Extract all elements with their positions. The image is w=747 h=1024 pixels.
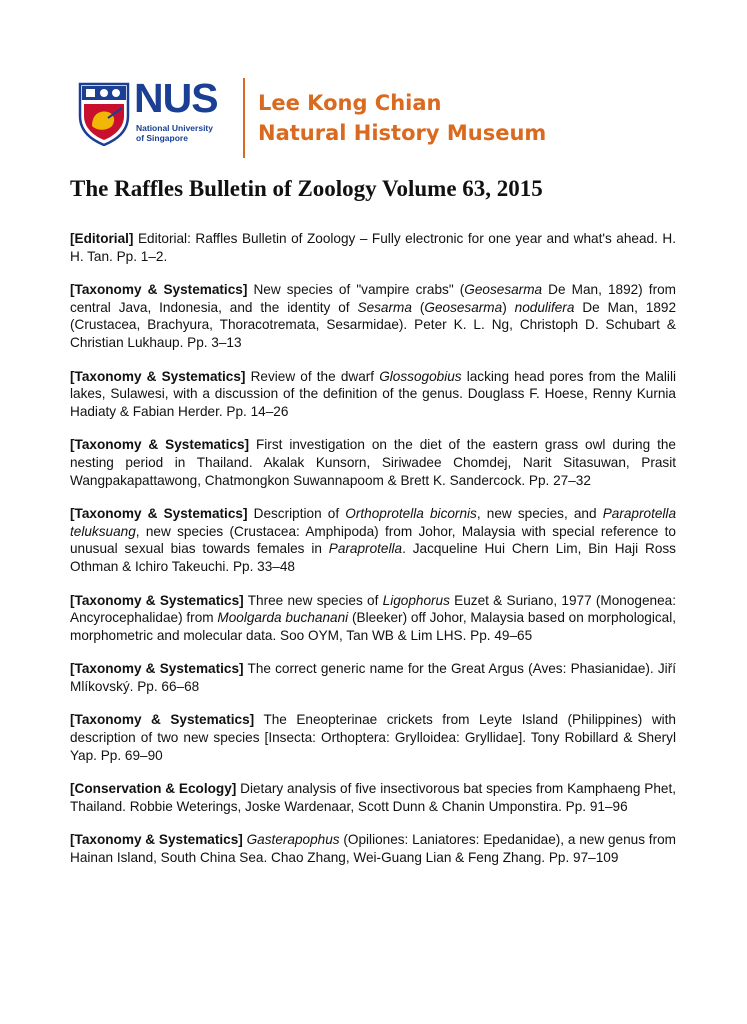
article-entry — [70, 230, 676, 265]
taxon-name: Ligophorus — [382, 592, 450, 608]
article-text: Euzet & Suriano, 1977 (Monogenea: Ancyrocephalidae) from — [70, 592, 677, 626]
page-title: The Raffles Bulletin of Zoology Volume 63, 2015 — [70, 176, 543, 201]
article-text: . Jacqueline Hui Chern Lim, Bin Haji Ross Othman & Ichiro Takeuchi. Pp. 33–48 — [70, 541, 676, 574]
article-text: , new species (Crustacea: Amphipoda) from Johor, Malaysia with special reference to unusual sexual bias towards females in — [70, 523, 676, 557]
article-entry — [70, 711, 676, 764]
article-text: ( — [411, 299, 425, 315]
article-entry — [70, 281, 676, 351]
article-entry — [70, 368, 676, 421]
article-category: [Taxonomy & Systematics] — [70, 437, 250, 453]
logo-divider — [243, 78, 245, 158]
article-category: [Taxonomy & Systematics] — [70, 712, 255, 728]
article-category: [Editorial] — [70, 231, 134, 246]
article-text: De Man, 1892) from central Java, Indonesia, and the identity of — [70, 282, 676, 315]
taxon-name: nodulifera — [514, 299, 575, 315]
taxon-name: Geosesarma — [464, 282, 543, 298]
article-text: First investigation on the diet of the eastern grass owl during the nesting period in Thailand. Akalak Kunsorn, Siriwadee Chomdej, Narit Sitasuwan, Prasit Wangpakapattawong, Chatmongkon Suwannapoom & Brett K. Sandercock. Pp. 27–32 — [70, 437, 676, 488]
article-text: (Bleeker) off Johor, Malaysia based on morphological, morphometric and molecular data. Soo OYM, Tan WB & Lim LHS. Pp. 49–65 — [70, 610, 677, 643]
taxon-name: Orthoprotella bicornis — [345, 506, 477, 522]
museum-name-line2: Natural History Museum — [258, 121, 547, 145]
article-text: ) — [502, 299, 515, 315]
taxon-name: Glossogobius — [379, 368, 462, 384]
museum-name — [258, 88, 546, 148]
article-list — [70, 230, 676, 883]
taxon-name: Sesarma — [357, 299, 412, 315]
nus-logo-text: NUS — [134, 75, 218, 121]
nus-subtitle-line2: of Singapore — [136, 133, 188, 143]
article-category: [Taxonomy & Systematics] — [70, 282, 248, 298]
article-entry — [70, 780, 676, 815]
article-text: lacking head pores from the Malili lakes, Sulawesi, with a discussion of the definition of the genus. Douglass F. Hoese, Renny Kurnia Hadiaty & Fabian Herder. Pp. 14–26 — [70, 368, 676, 419]
article-entry — [70, 660, 676, 695]
taxon-name: Paraprotella teluksuang — [70, 506, 677, 539]
taxon-name: Moolgarda buchanani — [217, 610, 349, 626]
taxon-name: Gasterapophus — [246, 832, 340, 848]
museum-name-line1: Lee Kong Chian — [258, 91, 442, 115]
article-text: Three new species of — [243, 592, 383, 608]
article-text: De Man, 1892 (Crustacea, Brachyura, Thoracotremata, Sesarmidae). Peter K. L. Ng, Christoph D. Schubart & Christian Lukhaup. Pp. 3–13 — [70, 299, 677, 350]
article-text: Review of the dwarf — [245, 368, 380, 384]
taxon-name: Geosesarma — [424, 299, 503, 315]
article-text: New species of "vampire crabs" ( — [247, 282, 465, 298]
article-category: [Taxonomy & Systematics] — [70, 592, 244, 608]
article-category: [Taxonomy & Systematics] — [70, 832, 243, 848]
article-text: The Eneopterinae crickets from Leyte Island (Philippines) with description of two new species [Insecta: Orthoptera: Grylloidea: Gryllidae]. Tony Robillard & Sheryl Yap. Pp. 69–90 — [70, 712, 676, 763]
nus-shield-logo — [78, 82, 130, 146]
article-text: The correct generic name for the Great Argus (Aves: Phasianidae). Jiří Mlíkovský. Pp. 66–68 — [70, 661, 677, 694]
header — [78, 75, 678, 160]
article-text: Dietary analysis of five insectivorous bat species from Kamphaeng Phet, Thailand. Robbie Weterings, Joske Wardenaar, Scott Dunn & Chanin Umponstira. Pp. 91–96 — [70, 781, 676, 814]
article-entry — [70, 505, 676, 575]
article-entry — [70, 831, 676, 866]
taxon-name: Paraprotella — [328, 541, 403, 557]
article-text: Editorial: Raffles Bulletin of Zoology – Fully electronic for one year and what's ahead. H. H. Tan. Pp. 1–2. — [70, 231, 676, 264]
article-text: Description of — [247, 506, 346, 522]
article-category: [Taxonomy & Systematics] — [70, 506, 248, 522]
article-category: [Taxonomy & Systematics] — [70, 661, 244, 677]
article-entry — [70, 592, 676, 645]
article-category: [Conservation & Ecology] — [70, 781, 237, 797]
article-category: [Taxonomy & Systematics] — [70, 368, 246, 384]
article-text: , new species, and — [476, 506, 603, 522]
article-text: (Opiliones: Laniatores: Epedanidae), a new genus from Hainan Island, South China Sea. Chao Zhang, Wei-Guang Lian & Feng Zhang. Pp. 97–109 — [70, 832, 676, 866]
article-entry — [70, 436, 676, 489]
nus-subtitle-line1: National University — [136, 123, 213, 133]
nus-logo-subtitle — [136, 123, 246, 143]
